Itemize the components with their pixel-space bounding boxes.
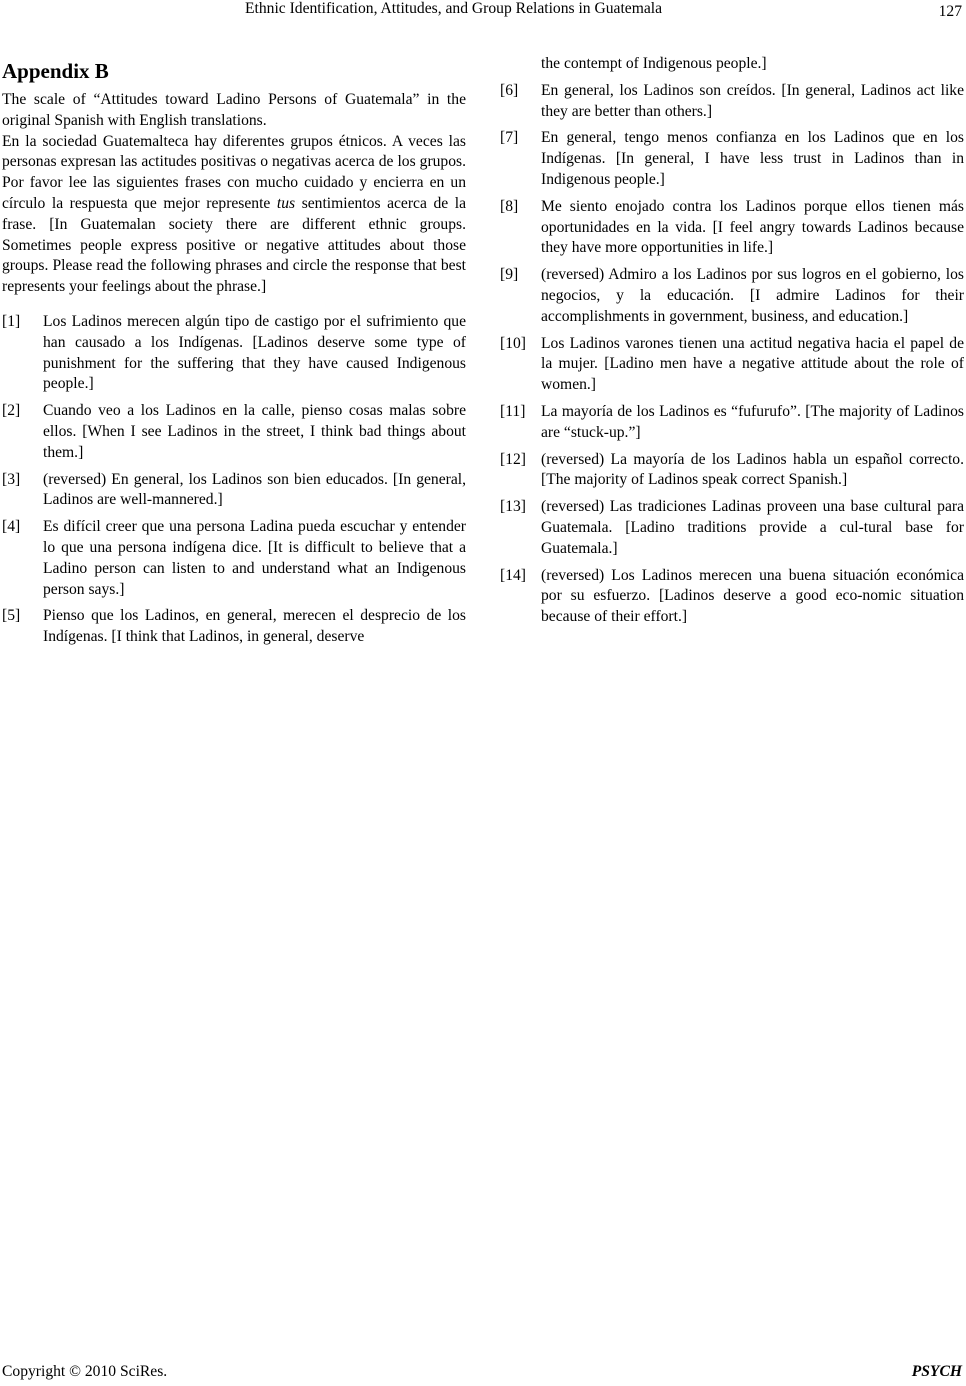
list-item — [500, 265, 964, 327]
journal-name: PSYCH — [911, 1363, 962, 1380]
item-number: [2] — [2, 402, 21, 420]
page-footer — [2, 1362, 962, 1383]
item-number: [13] — [500, 498, 526, 516]
item-text: (reversed) En general, los Ladinos son bien educados. [In general, Ladinos are well-mannered.] — [43, 470, 466, 509]
left-items-list — [2, 312, 466, 648]
item-text: Es difícil creer que una persona Ladina pueda escuchar y entender lo que una persona indígena dice. [It is difficult to believe that a Ladino person can listen to and understand what an Indigenous person says.] — [43, 518, 466, 598]
right-items-list — [500, 81, 964, 628]
list-item — [2, 401, 466, 463]
item-text: En general, los Ladinos son creídos. [In general, Ladinos act like they are better than others.] — [541, 81, 964, 120]
item-number: [5] — [2, 607, 21, 625]
item-number: [10] — [500, 334, 526, 352]
item-number: [12] — [500, 450, 526, 468]
item-text: En general, tengo menos confianza en los Ladinos que en los Indígenas. [In general, I have less trust in Ladinos than in Indigenous people.] — [541, 129, 964, 188]
instructions-text-b: sentimientos acerca de la frase. [In Guatemalan society there are different ethnic groups. Sometimes people express positive or negative attitudes about those groups. Please read the following phrases and circle the response that best represents your feelings about the phrase.] — [2, 194, 466, 296]
list-item — [500, 128, 964, 190]
list-item — [2, 470, 466, 512]
item-text: Los Ladinos varones tienen una actitud negativa hacia el papel de la mujer. [Ladino men have a negative attitude about the role of women.] — [541, 334, 964, 394]
list-item — [500, 402, 964, 444]
running-head — [0, 0, 966, 22]
list-item — [500, 497, 964, 559]
instructions-paragraph — [2, 132, 466, 298]
right-column — [500, 54, 964, 634]
section-heading: Appendix B — [2, 59, 109, 83]
list-item — [500, 566, 964, 628]
item-text: Cuando veo a los Ladinos en la calle, pienso cosas malas sobre ellos. [When I see Ladinos in the street, I think bad things about them.] — [43, 402, 466, 461]
item-number: [8] — [500, 197, 519, 215]
item-number: [3] — [2, 470, 21, 488]
item-5-continuation: the contempt of Indigenous people.] — [541, 55, 767, 72]
item-number: [9] — [500, 266, 519, 284]
list-item — [2, 517, 466, 600]
item-number: [11] — [500, 402, 526, 420]
instructions-text-a: En la sociedad Guatemalteca hay diferentes grupos étnicos. A veces las personas expresan las actitudes positivas o negativas acerca de los grupos. Por favor lee las siguientes frases con mucho cuidado y encierra en un círculo la respuesta que mejor represente — [2, 132, 466, 212]
running-title: Ethnic Identification, Attitudes, and Group Relations in Guatemala — [245, 0, 663, 17]
list-item — [2, 606, 466, 648]
item-text: (reversed) Las tradiciones Ladinas proveen una base cultural para Guatemala. [Ladino traditions provide a cul-tural base for Guatemala.] — [541, 498, 964, 557]
item-text: (reversed) La mayoría de los Ladinos habla un español correcto. [The majority of Ladinos speak correct Spanish.] — [541, 450, 964, 489]
item-text: (reversed) Admiro a los Ladinos por sus logros en el gobierno, los negocios, y la educación. [I admire Ladinos for their accomplishments in government, business, and education.] — [541, 266, 964, 325]
list-item — [500, 81, 964, 123]
item-text: (reversed) Los Ladinos merecen una buena situación económica por su esfuerzo. [Ladinos deserve a good eco-nomic situation because of their effort.] — [541, 566, 964, 626]
list-item — [2, 312, 466, 395]
copyright: Copyright © 2010 SciRes. — [2, 1363, 168, 1380]
page-number: 127 — [938, 3, 962, 20]
item-number: [4] — [2, 518, 21, 536]
list-item — [500, 197, 964, 259]
item-number: [6] — [500, 81, 519, 99]
item-text: La mayoría de los Ladinos es “fufurufo”. [The majority of Ladinos are “stuck-up.”] — [541, 402, 964, 441]
item-text: Pienso que los Ladinos, en general, merecen el desprecio de los Indígenas. [I think that Ladinos, in general, deserve — [43, 607, 466, 646]
item-number: [1] — [2, 312, 21, 330]
instructions-italic: tus — [276, 194, 296, 212]
item-number: [14] — [500, 566, 526, 584]
list-item — [500, 450, 964, 492]
item-text: Me siento enojado contra los Ladinos porque ellos tienen más oportunidades en la vida. [I feel angry towards Ladinos because they have more opportunities in life.] — [541, 197, 964, 257]
list-item — [500, 334, 964, 396]
item-text: Los Ladinos merecen algún tipo de castigo por el sufrimiento que han causado a los Indígenas. [Ladinos deserve some type of punishment for the suffering that they have caused Indigenous people.] — [43, 312, 466, 393]
item-number: [7] — [500, 129, 519, 147]
left-column — [2, 54, 466, 654]
intro-paragraph: The scale of “Attitudes toward Ladino Persons of Guatemala” in the original Spanish with English translations. — [2, 91, 466, 129]
